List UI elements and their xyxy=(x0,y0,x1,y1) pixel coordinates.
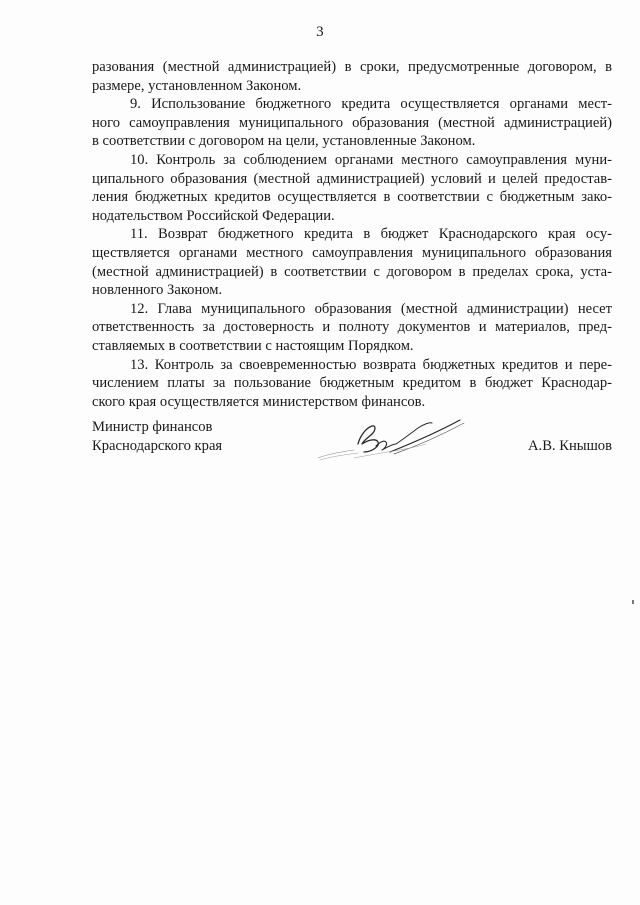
page-number: 3 xyxy=(316,24,324,40)
signatory-name: А.В. Кнышов xyxy=(528,438,612,454)
paragraph xyxy=(92,58,612,95)
text-line: 11. Возврат бюджетного кредита в бюджет Краснодарского края осу- xyxy=(130,226,612,243)
signatory-title-line-1: Министр финансов xyxy=(92,419,213,435)
text-line: числением платы за пользование бюджетным кредитом в бюджет Краснодар- xyxy=(92,375,612,392)
signatory-title xyxy=(92,418,222,456)
text-line: ского края осуществляется министерством финансов. xyxy=(92,393,426,410)
text-line: ления бюджетных кредитов осуществляется в соответствии с бюджетным зако- xyxy=(92,189,612,206)
text-line: ципального образования (местной администрацией) условий и целей предостав- xyxy=(92,170,612,187)
text-line: новленного Законом. xyxy=(92,282,223,299)
text-line: ответственность за достоверность и полноту документов и материалов, пред- xyxy=(92,319,612,336)
text-line: ставляемых в соответствии с настоящим Порядком. xyxy=(92,337,414,354)
paragraph xyxy=(92,225,612,299)
signature-block xyxy=(92,418,612,478)
text-line: нодательством Российской Федерации. xyxy=(92,207,335,224)
text-line: (местной администрацией) в соответствии с договором в пределах срока, уста- xyxy=(92,263,612,280)
text-line: 9. Использование бюджетного кредита осуществляется органами мест- xyxy=(130,96,612,113)
text-line: ществляется органами местного самоуправления муниципального образования xyxy=(92,244,612,261)
text-line: размере, установленном Законом. xyxy=(92,77,302,94)
paragraph xyxy=(92,151,612,225)
paragraph xyxy=(92,356,612,412)
text-line: 12. Глава муниципального образования (местной администрации) несет xyxy=(130,300,612,317)
signatory-title-line-2: Краснодарского края xyxy=(92,438,223,454)
text-line: 13. Контроль за своевременностью возврата бюджетных кредитов и пере- xyxy=(130,356,612,373)
scan-artifact xyxy=(632,600,634,604)
document-body xyxy=(92,58,612,411)
text-line: 10. Контроль за соблюдением органами местного самоуправления муни- xyxy=(130,151,612,168)
text-line: в соответствии с договором на цели, установленные Законом. xyxy=(92,133,476,150)
paragraph xyxy=(92,300,612,356)
text-line: разования (местной администрацией) в сроки, предусмотренные договором, в xyxy=(92,59,612,75)
handwritten-signature-icon xyxy=(314,414,474,466)
text-line: ного самоуправления муниципального образования (местной администрацией) xyxy=(92,114,612,131)
paragraph xyxy=(92,95,612,151)
